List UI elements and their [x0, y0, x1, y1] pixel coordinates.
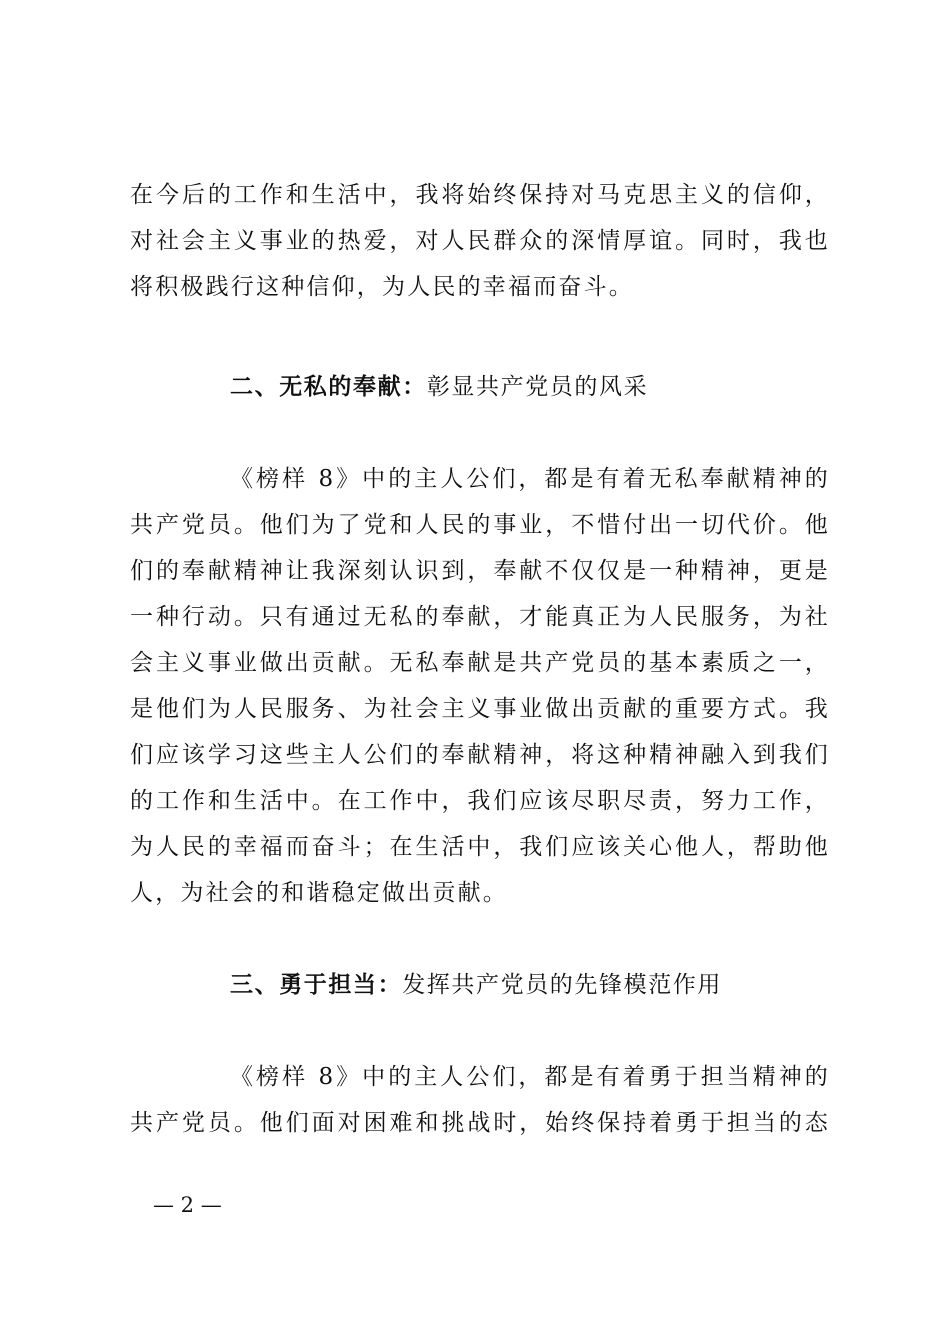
section-2-paragraph	[130, 456, 830, 916]
section-2-heading-rest: 彰显共产党员的风采	[426, 374, 649, 400]
paragraph-line: 共产党员。他们为了党和人民的事业，不惜付出一切代价。他	[130, 512, 830, 538]
section-3-heading-bold: 三、勇于担当：	[230, 972, 403, 998]
paragraph-line: 《榜样 8》中的主人公们，都是有着勇于担当精神的	[230, 1064, 830, 1090]
section-2-heading	[230, 364, 648, 410]
paragraph-line: 一种行动。只有通过无私的奉献，才能真正为人民服务，为社	[130, 604, 830, 630]
paragraph-line: 们的奉献精神让我深刻认识到，奉献不仅仅是一种精神，更是	[130, 558, 830, 584]
paragraph-line: 将积极践行这种信仰，为人民的幸福而奋斗。	[130, 274, 634, 300]
page-number: — 2 —	[153, 1193, 222, 1217]
paragraph-line: 会主义事业做出贡献。无私奉献是共产党员的基本素质之一，	[130, 650, 830, 676]
paragraph-intro	[130, 172, 830, 310]
section-3-heading-rest: 发挥共产党员的先锋模范作用	[402, 972, 723, 998]
section-3-paragraph	[130, 1054, 830, 1146]
paragraph-line: 共产党员。他们面对困难和挑战时，始终保持着勇于担当的态	[130, 1110, 830, 1136]
paragraph-line: 《榜样 8》中的主人公们，都是有着无私奉献精神的	[230, 466, 830, 492]
paragraph-line: 的工作和生活中。在工作中，我们应该尽职尽责，努力工作，	[130, 788, 830, 814]
paragraph-line: 为人民的幸福而奋斗；在生活中，我们应该关心他人，帮助他	[130, 834, 830, 860]
section-3-heading	[230, 962, 722, 1008]
paragraph-line: 对社会主义事业的热爱，对人民群众的深情厚谊。同时，我也	[130, 228, 830, 254]
paragraph-line: 们应该学习这些主人公们的奉献精神，将这种精神融入到我们	[130, 742, 830, 768]
paragraph-line: 是他们为人民服务、为社会主义事业做出贡献的重要方式。我	[130, 696, 830, 722]
section-2-heading-bold: 二、无私的奉献：	[230, 374, 427, 400]
paragraph-line: 人，为社会的和谐稳定做出贡献。	[130, 880, 508, 906]
paragraph-line: 在今后的工作和生活中，我将始终保持对马克思主义的信仰，	[130, 182, 830, 208]
